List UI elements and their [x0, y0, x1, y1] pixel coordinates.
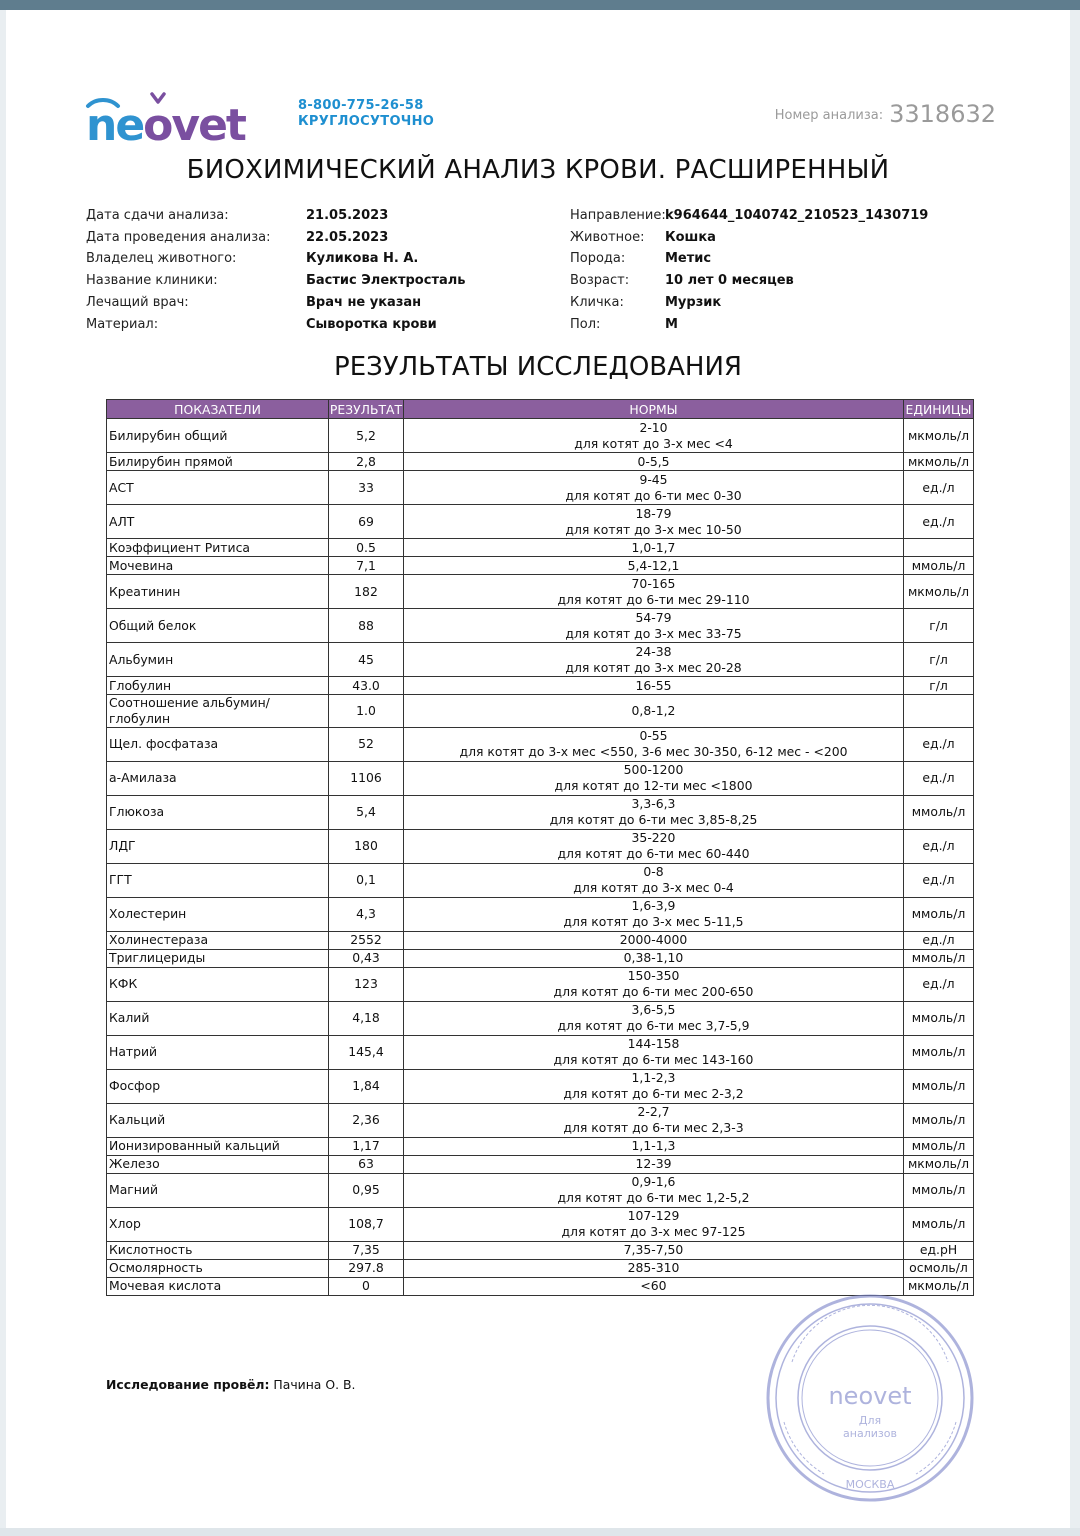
- meta-label: Владелец животного:: [86, 251, 237, 267]
- unit: ед./л: [904, 471, 974, 505]
- svg-text:neovet: neovet: [86, 100, 245, 150]
- parameter-name: Коэффициент Ритиса: [107, 539, 329, 557]
- table-row: [107, 829, 974, 863]
- norm-main: 2-2,7: [637, 1104, 670, 1120]
- unit: ед./л: [904, 863, 974, 897]
- unit: ммоль/л: [904, 1137, 974, 1155]
- meta-value: 21.05.2023: [306, 208, 389, 223]
- result-value: 1106: [329, 761, 404, 795]
- unit: мкмоль/л: [904, 575, 974, 609]
- table-row: [107, 1173, 974, 1207]
- meta-row: [570, 292, 928, 314]
- table-row: [107, 575, 974, 609]
- norm-note: для котят до 6-ти мес 3,7-5,9: [557, 1018, 750, 1034]
- meta-label: Дата сдачи анализа:: [86, 208, 229, 223]
- parameter-name: Ионизированный кальций: [107, 1137, 329, 1155]
- analysis-number-label: Номер анализа:: [774, 108, 884, 123]
- unit: ммоль/л: [904, 949, 974, 967]
- unit: ммоль/л: [904, 557, 974, 575]
- parameter-name: Осмолярность: [107, 1259, 329, 1277]
- table-row: [107, 727, 974, 761]
- parameter-name: Мочевина: [107, 557, 329, 575]
- norm-range: [404, 471, 904, 505]
- norm-main: 144-158: [627, 1036, 680, 1052]
- result-value: 2,8: [329, 453, 404, 471]
- unit: ед./л: [904, 761, 974, 795]
- signer-label: Исследование провёл:: [106, 1377, 270, 1392]
- parameter-name: Глюкоза: [107, 795, 329, 829]
- table-row: [107, 795, 974, 829]
- norm-main: 3,3-6,3: [631, 796, 676, 812]
- norm-range: [404, 505, 904, 539]
- unit: ед./л: [904, 829, 974, 863]
- norm-note: для котят до 3-х мес <4: [574, 435, 733, 451]
- norm-main: <60: [640, 1278, 667, 1294]
- norm-range: [404, 1173, 904, 1207]
- result-value: 108,7: [329, 1207, 404, 1241]
- norm-main: 2000-4000: [619, 932, 688, 948]
- parameter-name: Щел. фосфатаза: [107, 727, 329, 761]
- norm-range: [404, 967, 904, 1001]
- norm-range: [404, 795, 904, 829]
- unit: ед./л: [904, 967, 974, 1001]
- norm-main: 18-79: [635, 505, 672, 521]
- meta-label: Направление:: [570, 208, 666, 223]
- unit: ед.pH: [904, 1241, 974, 1259]
- norm-note: для котят до 3-х мес 20-28: [565, 659, 742, 675]
- norm-range: [404, 1137, 904, 1155]
- meta-label: Кличка:: [570, 294, 624, 310]
- norm-note: для котят до 6-ти мес 2-3,2: [563, 1086, 744, 1102]
- parameter-name: Альбумин: [107, 643, 329, 677]
- unit: ммоль/л: [904, 1001, 974, 1035]
- unit: г/л: [904, 609, 974, 643]
- meta-value: 22.05.2023: [306, 229, 389, 245]
- table-row: [107, 1103, 974, 1137]
- parameter-name: Фосфор: [107, 1069, 329, 1103]
- result-value: 0,43: [329, 949, 404, 967]
- norm-range: [404, 695, 904, 728]
- norm-main: 0-5,5: [637, 453, 670, 469]
- norm-main: 9-45: [639, 471, 668, 487]
- table-row: [107, 1241, 974, 1259]
- norm-range: [404, 1001, 904, 1035]
- parameter-name: Холинестераза: [107, 931, 329, 949]
- norm-note: для котят до 6-ти мес 143-160: [553, 1052, 754, 1068]
- table-row: [107, 677, 974, 695]
- parameter-name: Общий белок: [107, 609, 329, 643]
- meta-label: Лечащий врач:: [86, 294, 189, 310]
- norm-main: 1,1-1,3: [631, 1138, 676, 1154]
- meta-row: [86, 292, 466, 314]
- meta-row: [86, 205, 466, 227]
- norm-note: для котят до 3-х мес <550, 3-6 мес 30-350, 6-12 мес - <200: [459, 744, 848, 760]
- meta-row: [86, 314, 466, 336]
- parameter-name: АСТ: [107, 471, 329, 505]
- parameter-name: Калий: [107, 1001, 329, 1035]
- unit: ммоль/л: [904, 1069, 974, 1103]
- table-row: [107, 1069, 974, 1103]
- norm-range: [404, 419, 904, 453]
- parameter-name: Билирубин прямой: [107, 453, 329, 471]
- result-value: 180: [329, 829, 404, 863]
- meta-row: [570, 205, 928, 227]
- table-row: [107, 863, 974, 897]
- norm-main: 2-10: [639, 419, 668, 435]
- norm-note: для котят до 3-х мес 10-50: [565, 521, 742, 537]
- result-value: 33: [329, 471, 404, 505]
- norm-main: 0-8: [643, 864, 664, 880]
- norm-range: [404, 829, 904, 863]
- norm-range: [404, 557, 904, 575]
- meta-value: Куликова Н. А.: [306, 251, 419, 267]
- meta-row: [86, 248, 466, 270]
- table-row: [107, 419, 974, 453]
- norm-range: [404, 727, 904, 761]
- result-value: 69: [329, 505, 404, 539]
- unit: ед./л: [904, 931, 974, 949]
- norm-range: [404, 677, 904, 695]
- norm-range: [404, 1259, 904, 1277]
- unit: ммоль/л: [904, 795, 974, 829]
- parameter-name: АЛТ: [107, 505, 329, 539]
- unit: [904, 695, 974, 728]
- parameter-name: Кислотность: [107, 1241, 329, 1259]
- norm-range: [404, 897, 904, 931]
- norm-main: 3,6-5,5: [631, 1002, 676, 1018]
- top-bar: [0, 0, 1080, 10]
- result-value: 88: [329, 609, 404, 643]
- result-value: 297.8: [329, 1259, 404, 1277]
- parameter-name: ЛДГ: [107, 829, 329, 863]
- result-value: 7,35: [329, 1241, 404, 1259]
- parameter-name: Триглицериды: [107, 949, 329, 967]
- norm-main: 7,35-7,50: [623, 1242, 684, 1258]
- norm-note: для котят до 3-х мес 33-75: [565, 625, 742, 641]
- meta-label: Название клиники:: [86, 273, 218, 289]
- analysis-number: 3318632: [889, 100, 996, 128]
- result-value: 4,18: [329, 1001, 404, 1035]
- norm-note: для котят до 3-х мес 97-125: [561, 1224, 746, 1240]
- table-row: [107, 897, 974, 931]
- result-value: 0: [329, 1277, 404, 1295]
- norm-range: [404, 609, 904, 643]
- norm-range: [404, 539, 904, 557]
- table-row: [107, 761, 974, 795]
- norm-main: 0,9-1,6: [631, 1174, 676, 1190]
- norm-range: [404, 1155, 904, 1173]
- norm-note: для котят до 6-ти мес 1,2-5,2: [557, 1190, 750, 1206]
- parameter-name: Мочевая кислота: [107, 1277, 329, 1295]
- norm-main: 107-129: [627, 1208, 680, 1224]
- table-row: [107, 1001, 974, 1035]
- meta-value: Мурзик: [665, 294, 722, 310]
- norm-main: 0,38-1,10: [623, 950, 684, 966]
- table-row: [107, 949, 974, 967]
- unit: [904, 539, 974, 557]
- meta-label: Материал:: [86, 316, 159, 332]
- norm-note: для котят до 3-х мес 5-11,5: [563, 914, 744, 930]
- table-row: [107, 1035, 974, 1069]
- parameter-name: КФК: [107, 967, 329, 1001]
- signer-name: Пачина О. В.: [273, 1377, 356, 1392]
- result-value: 2,36: [329, 1103, 404, 1137]
- norm-main: 0,8-1,2: [631, 702, 676, 718]
- signer-line: [106, 1377, 355, 1392]
- parameter-name: Кальций: [107, 1103, 329, 1137]
- parameter-name: Холестерин: [107, 897, 329, 931]
- unit: мкмоль/л: [904, 419, 974, 453]
- norm-main: 285-310: [627, 1260, 680, 1276]
- table-row: [107, 1155, 974, 1173]
- parameter-name: Соотношение альбумин/глобулин: [107, 695, 329, 728]
- table-row: [107, 967, 974, 1001]
- meta-right: [570, 205, 928, 335]
- parameter-name: Магний: [107, 1173, 329, 1207]
- norm-range: [404, 949, 904, 967]
- norm-note: для котят до 6-ти мес 60-440: [557, 846, 750, 862]
- norm-range: [404, 1069, 904, 1103]
- norm-main: 1,0-1,7: [631, 539, 676, 555]
- parameter-name: Глобулин: [107, 677, 329, 695]
- header-parameter: ПОКАЗАТЕЛИ: [107, 400, 329, 419]
- meta-label: Порода:: [570, 251, 626, 267]
- norm-note: для котят до 6-ти мес 200-650: [553, 984, 754, 1000]
- result-value: 1,84: [329, 1069, 404, 1103]
- phone-number[interactable]: 8-800-775-26-58: [298, 98, 424, 113]
- table-row: [107, 1207, 974, 1241]
- norm-main: 12-39: [635, 1156, 672, 1172]
- norm-range: [404, 761, 904, 795]
- result-value: 43.0: [329, 677, 404, 695]
- unit: осмоль/л: [904, 1259, 974, 1277]
- parameter-name: Железо: [107, 1155, 329, 1173]
- norm-main: 24-38: [635, 643, 672, 659]
- meta-value: М: [665, 316, 678, 332]
- unit: ммоль/л: [904, 1035, 974, 1069]
- norm-range: [404, 575, 904, 609]
- phone-hours: КРУГЛОСУТОЧНО: [298, 114, 435, 129]
- norm-range: [404, 453, 904, 471]
- table-header-row: [107, 400, 974, 419]
- results-title: РЕЗУЛЬТАТЫ ИССЛЕДОВАНИЯ: [334, 352, 742, 382]
- table-row: [107, 539, 974, 557]
- parameter-name: Хлор: [107, 1207, 329, 1241]
- neovet-logo: [82, 88, 262, 150]
- unit: г/л: [904, 643, 974, 677]
- result-value: 0.5: [329, 539, 404, 557]
- unit: ммоль/л: [904, 1103, 974, 1137]
- stamp-logo: neovet: [828, 1382, 912, 1410]
- norm-main: 54-79: [635, 609, 672, 625]
- meta-value: k964644_1040742_210523_1430719: [665, 208, 929, 223]
- clinic-stamp: [764, 1292, 976, 1504]
- table-row: [107, 643, 974, 677]
- result-value: 5,2: [329, 419, 404, 453]
- norm-note: для котят до 6-ти мес 3,85-8,25: [549, 812, 758, 828]
- table-row: [107, 609, 974, 643]
- norm-range: [404, 1207, 904, 1241]
- meta-left: [86, 205, 466, 335]
- norm-range: [404, 931, 904, 949]
- table-row: [107, 695, 974, 728]
- norm-note: для котят до 12-ти мес <1800: [554, 778, 753, 794]
- norm-main: 35-220: [631, 830, 676, 846]
- norm-range: [404, 863, 904, 897]
- table-row: [107, 471, 974, 505]
- unit: мкмоль/л: [904, 453, 974, 471]
- table-row: [107, 557, 974, 575]
- result-value: 5,4: [329, 795, 404, 829]
- table-row: [107, 1137, 974, 1155]
- meta-label: Пол:: [570, 316, 601, 332]
- result-value: 1.0: [329, 695, 404, 728]
- meta-row: [570, 314, 928, 336]
- header-norms: НОРМЫ: [404, 400, 904, 419]
- unit: ед./л: [904, 505, 974, 539]
- meta-label: Возраст:: [570, 273, 630, 289]
- norm-main: 0-55: [639, 728, 668, 744]
- stamp-line1: Для: [858, 1414, 882, 1427]
- norm-main: 16-55: [635, 677, 672, 693]
- norm-note: для котят до 6-ти мес 2,3-3: [563, 1120, 744, 1136]
- norm-note: для котят до 3-х мес 0-4: [573, 880, 734, 896]
- norm-main: 500-1200: [623, 762, 684, 778]
- norm-range: [404, 1103, 904, 1137]
- result-value: 7,1: [329, 557, 404, 575]
- norm-main: 1,1-2,3: [631, 1070, 676, 1086]
- document-page: [6, 10, 1070, 1528]
- unit: ед./л: [904, 727, 974, 761]
- header-units: ЕДИНИЦЫ: [904, 400, 974, 419]
- norm-note: для котят до 6-ти мес 29-110: [557, 591, 750, 607]
- norm-range: [404, 1035, 904, 1069]
- norm-main: 5,4-12,1: [627, 557, 680, 573]
- unit: ммоль/л: [904, 1207, 974, 1241]
- unit: ммоль/л: [904, 897, 974, 931]
- norm-main: 70-165: [631, 575, 676, 591]
- meta-row: [570, 227, 928, 249]
- result-value: 63: [329, 1155, 404, 1173]
- stamp-city: МОСКВА: [845, 1478, 895, 1491]
- meta-row: [570, 248, 928, 270]
- result-value: 145,4: [329, 1035, 404, 1069]
- bottom-bar: [0, 1528, 1080, 1536]
- table-row: [107, 505, 974, 539]
- meta-value: 10 лет 0 месяцев: [665, 273, 794, 289]
- result-value: 0,95: [329, 1173, 404, 1207]
- meta-label: Дата проведения анализа:: [86, 229, 271, 245]
- unit: ммоль/л: [904, 1173, 974, 1207]
- parameter-name: Натрий: [107, 1035, 329, 1069]
- result-value: 45: [329, 643, 404, 677]
- results-table: [106, 399, 974, 1296]
- stamp-line2: анализов: [843, 1427, 897, 1440]
- result-value: 182: [329, 575, 404, 609]
- analysis-number-block: [775, 100, 996, 128]
- unit: г/л: [904, 677, 974, 695]
- norm-main: 1,6-3,9: [631, 898, 676, 914]
- document-title: БИОХИМИЧЕСКИЙ АНАЛИЗ КРОВИ. РАСШИРЕННЫЙ: [186, 155, 890, 185]
- result-value: 1,17: [329, 1137, 404, 1155]
- meta-value: Кошка: [665, 229, 716, 245]
- parameter-name: Билирубин общий: [107, 419, 329, 453]
- norm-range: [404, 643, 904, 677]
- meta-value: Врач не указан: [306, 294, 422, 310]
- meta-row: [86, 227, 466, 249]
- result-value: 4,3: [329, 897, 404, 931]
- table-row: [107, 931, 974, 949]
- table-row: [107, 453, 974, 471]
- table-row: [107, 1259, 974, 1277]
- unit: мкмоль/л: [904, 1277, 974, 1295]
- norm-main: 150-350: [627, 968, 680, 984]
- header-result: РЕЗУЛЬТАТ: [329, 401, 403, 417]
- meta-value: Метис: [665, 251, 712, 267]
- norm-range: [404, 1241, 904, 1259]
- parameter-name: ГГТ: [107, 863, 329, 897]
- meta-row: [86, 270, 466, 292]
- meta-label: Животное:: [570, 229, 645, 245]
- parameter-name: Креатинин: [107, 575, 329, 609]
- meta-value: Сыворотка крови: [306, 316, 437, 332]
- unit: мкмоль/л: [904, 1155, 974, 1173]
- result-value: 52: [329, 727, 404, 761]
- result-value: 0,1: [329, 863, 404, 897]
- meta-row: [570, 270, 928, 292]
- parameter-name: а-Амилаза: [107, 761, 329, 795]
- result-value: 123: [329, 967, 404, 1001]
- phone-block: [298, 98, 434, 130]
- norm-note: для котят до 6-ти мес 0-30: [565, 487, 742, 503]
- meta-value: Бастис Электросталь: [306, 273, 466, 289]
- result-value: 2552: [329, 931, 404, 949]
